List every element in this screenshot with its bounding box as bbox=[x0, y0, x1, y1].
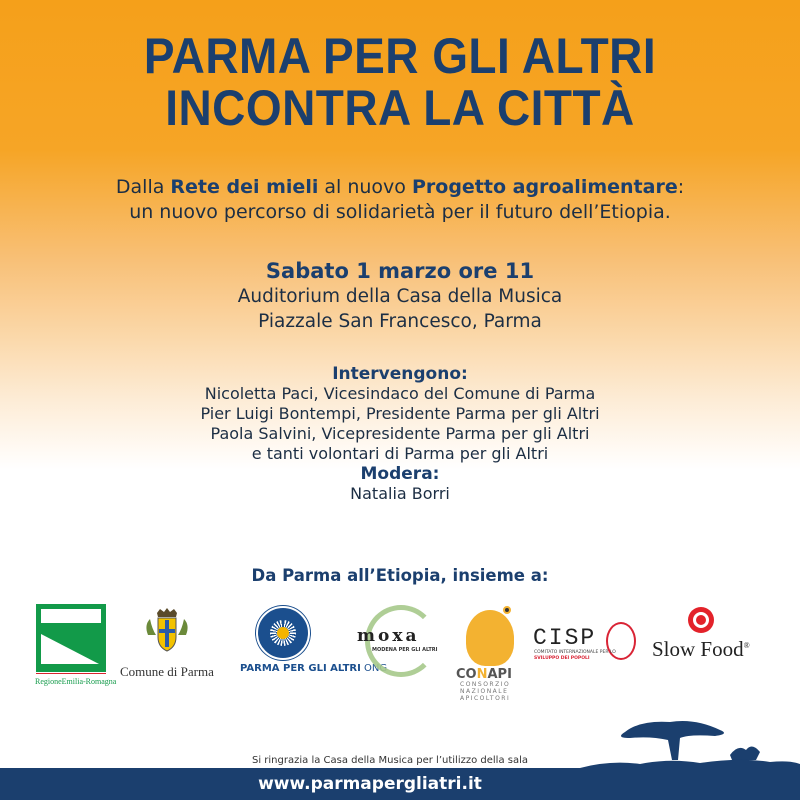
speaker-line: Paola Salvini, Vicepresidente Parma per gli Altri bbox=[210, 424, 590, 443]
slow-food-snail-icon bbox=[688, 607, 714, 633]
website-link[interactable]: www.parmapergliatri.it bbox=[258, 774, 482, 794]
event-venue: Auditorium della Casa della Musica bbox=[237, 286, 563, 307]
moxa-sublabel: MODENA PER GLI ALTRI bbox=[372, 647, 438, 653]
parma-per-gli-altri-logo bbox=[256, 606, 310, 660]
bee-icon bbox=[503, 606, 511, 614]
conapi-label: CONAPI bbox=[456, 667, 512, 682]
speakers-heading: Intervengono: bbox=[332, 364, 468, 384]
moderator-name: Natalia Borri bbox=[350, 484, 450, 503]
speaker-line: Pier Luigi Bontempi, Presidente Parma per gli Altri bbox=[200, 404, 600, 423]
subtitle-line-2: un nuovo percorso di solidarietà per il futuro dell’Etiopia. bbox=[129, 201, 671, 223]
footer-bar bbox=[0, 768, 800, 800]
event-address: Piazzale San Francesco, Parma bbox=[258, 311, 542, 332]
title-line-1: PARMA PER GLI ALTRI bbox=[143, 28, 657, 84]
speakers-section bbox=[0, 364, 800, 504]
subtitle-line-1: Dalla Rete dei mieli al nuovo Progetto agroalimentare: bbox=[115, 176, 685, 198]
moxa-label: moxa bbox=[357, 626, 420, 646]
speaker-line: Nicoletta Paci, Vicesindaco del Comune di Parma bbox=[204, 384, 596, 403]
thanks-note: Si ringrazia la Casa della Musica per l’utilizzo della sala bbox=[251, 755, 529, 766]
regione-emilia-romagna-logo bbox=[36, 604, 106, 674]
title-line-2: INCONTRA LA CITTÀ bbox=[165, 80, 635, 136]
comune-di-parma-crest-icon bbox=[142, 607, 192, 655]
ppga-label: PARMA PER GLI ALTRI ONG bbox=[240, 663, 388, 674]
poster-title bbox=[32, 30, 768, 134]
subtitle-bold-rete: Rete dei mieli bbox=[170, 176, 319, 198]
conapi-sublabel: CONSORZIO NAZIONALE APICOLTORI bbox=[460, 681, 511, 702]
subtitle-bold-progetto: Progetto agroalimentare bbox=[411, 176, 678, 198]
slow-food-label: Slow Food® bbox=[652, 637, 750, 661]
cisp-label: CISP bbox=[533, 625, 597, 651]
moderator-heading: Modera: bbox=[360, 464, 440, 484]
event-info bbox=[0, 258, 800, 334]
cisp-sublabel: COMITATO INTERNAZIONALE PER LO SVILUPPO DEI POPOLI bbox=[534, 650, 616, 661]
speaker-line: e tanti volontari di Parma per gli Altri bbox=[251, 444, 549, 463]
comune-label: Comune di Parma bbox=[120, 664, 214, 679]
event-date: Sabato 1 marzo ore 11 bbox=[265, 259, 535, 283]
conapi-hive-icon bbox=[466, 610, 514, 666]
partners-heading: Da Parma all’Etiopia, insieme a: bbox=[251, 566, 549, 585]
regione-label: RegioneEmilia-Romagna bbox=[35, 677, 117, 686]
subtitle bbox=[0, 175, 800, 225]
